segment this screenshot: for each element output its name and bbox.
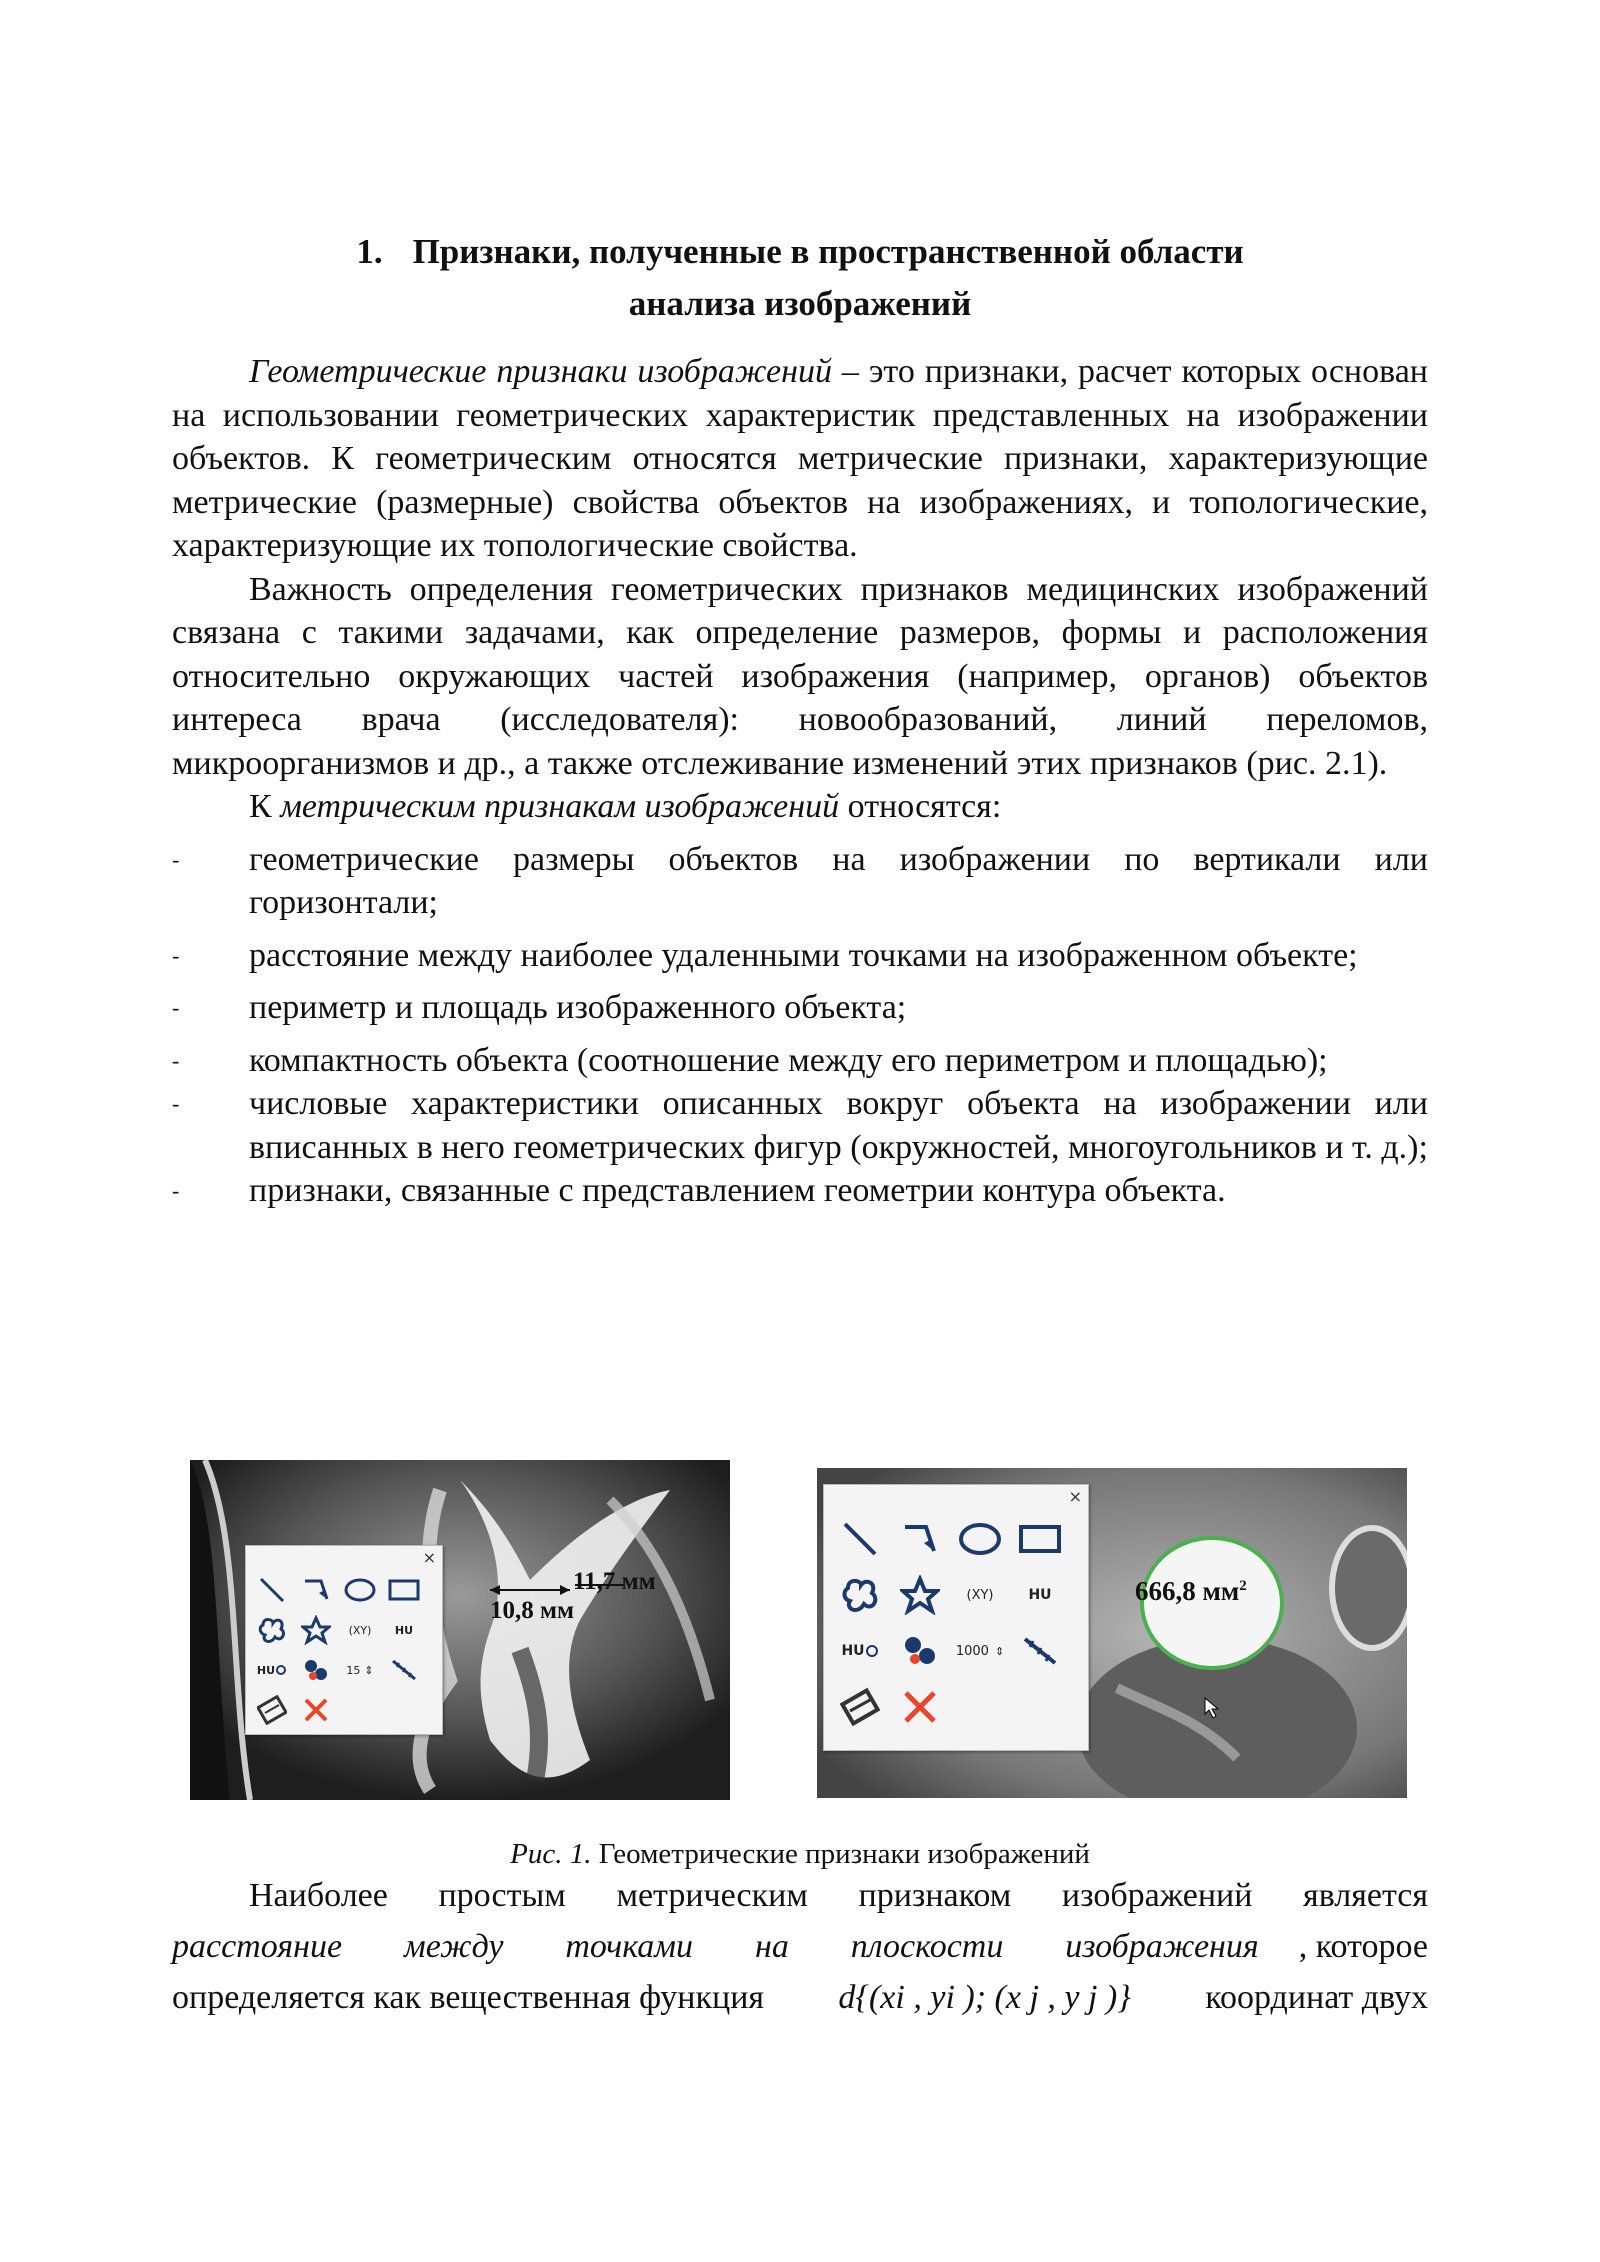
hu-tool-label: HU bbox=[394, 1623, 414, 1637]
list-item bbox=[172, 1169, 1428, 1213]
segmentation-tool-icon[interactable] bbox=[890, 1623, 950, 1679]
coordinate-tool-icon[interactable] bbox=[950, 1567, 1010, 1623]
coordinate-tool-label: (XY) bbox=[966, 1587, 994, 1603]
list-marker: - bbox=[172, 846, 180, 872]
list-item-text: геометрические размеры объектов на изображении по вертикали или горизонтали; bbox=[249, 840, 1428, 921]
area-value: 666,8 мм bbox=[1135, 1576, 1240, 1606]
paragraph-metric-intro bbox=[172, 785, 1428, 829]
coordinate-tool-label: (XY) bbox=[348, 1623, 372, 1637]
tool-grid bbox=[830, 1511, 1070, 1735]
stepper-value: 15 bbox=[346, 1663, 361, 1677]
measurement-table-icon[interactable] bbox=[250, 1690, 294, 1730]
polygon-tool-icon[interactable] bbox=[890, 1567, 950, 1623]
list-item bbox=[172, 1082, 1428, 1169]
list-marker: - bbox=[172, 942, 180, 968]
coordinate-tool-icon[interactable] bbox=[338, 1610, 382, 1650]
ruler-tool-icon[interactable] bbox=[1010, 1623, 1070, 1679]
list-item-text: периметр и площадь изображенного объекта; bbox=[249, 989, 907, 1026]
paragraph-text: определяется как вещественная функция bbox=[172, 1979, 765, 2016]
stepper-value: 1000 bbox=[955, 1643, 989, 1659]
toolbar-close-icon[interactable]: × bbox=[422, 1548, 436, 1567]
freehand-tool-icon[interactable] bbox=[830, 1567, 890, 1623]
value-stepper[interactable]: 15 ⇕ bbox=[346, 1663, 374, 1677]
list-item-text: расстояние между наиболее удаленными точками на изображенном объекте; bbox=[249, 936, 1358, 974]
rectangle-tool-icon[interactable] bbox=[1010, 1511, 1070, 1567]
hu-tool-label: HU bbox=[841, 1643, 865, 1659]
list-item bbox=[172, 1039, 1428, 1083]
list-item-text: компактность объекта (соотношение между его периметром и площадью); bbox=[249, 1041, 1328, 1079]
term-distance: расстояние между точками на плоскости изображения bbox=[172, 1928, 1259, 1965]
delete-icon[interactable] bbox=[294, 1690, 338, 1730]
metric-features-list bbox=[172, 838, 1428, 1213]
line-tool-icon[interactable] bbox=[250, 1570, 294, 1610]
paragraph-line bbox=[172, 1972, 1428, 2023]
list-item bbox=[172, 986, 1428, 1030]
rectangle-tool-icon[interactable] bbox=[382, 1570, 426, 1610]
paragraph-importance: Важность определения геометрических признаков медицинских изображений связана с такими задачами, как определение размеров, формы и расположения относительно окружающих частей изображения (например, органов) объектов интереса врача (исследователя): новообразований, линий переломов, микроорганизмов и др., а также отслеживание изменений этих признаков (рис. 2.1). bbox=[172, 570, 1428, 782]
hu-region-tool-icon[interactable] bbox=[250, 1650, 294, 1690]
section-heading-line2: анализа изображений bbox=[628, 284, 972, 323]
list-item-text: числовые характеристики описанных вокруг объекта на изображении или вписанных в него геометрических фигур (окружностей, многоугольников и т. д.); bbox=[249, 1085, 1428, 1166]
body-text bbox=[172, 350, 1428, 1213]
term-metric-features: метрическим признакам изображений bbox=[280, 788, 840, 825]
caption-text: Геометрические признаки изображений bbox=[591, 1838, 1090, 1870]
tool-grid bbox=[250, 1570, 426, 1730]
segmentation-tool-icon[interactable] bbox=[294, 1650, 338, 1690]
hu-tool-label: HU bbox=[1028, 1587, 1052, 1603]
measurement-toolbar bbox=[823, 1484, 1089, 1751]
paragraph-geometric-features bbox=[172, 350, 1428, 568]
hu-point-tool-icon[interactable] bbox=[1010, 1567, 1070, 1623]
ct-image-brain bbox=[190, 1460, 730, 1800]
paragraph-line: Наиболее простым метрическим признаком изображений является bbox=[249, 1877, 1428, 1914]
value-stepper[interactable]: 1000 ⇕ bbox=[955, 1643, 1005, 1659]
angle-tool-icon[interactable] bbox=[294, 1570, 338, 1610]
paragraph-text: координат двух bbox=[1205, 1979, 1428, 2016]
distance-formula: d{(xi , yi ); (x j , y j )} bbox=[838, 1979, 1131, 2016]
ellipse-tool-icon[interactable] bbox=[950, 1511, 1010, 1567]
hu-region-tool-icon[interactable] bbox=[830, 1623, 890, 1679]
area-unit-exponent: 2 bbox=[1239, 1578, 1247, 1594]
freehand-tool-icon[interactable] bbox=[250, 1610, 294, 1650]
term-geometric-features: Геометрические признаки изображений bbox=[249, 353, 832, 390]
caption-label: Рис. 1. bbox=[510, 1838, 592, 1870]
list-marker: - bbox=[172, 1178, 180, 1203]
measurement-table-icon[interactable] bbox=[830, 1679, 890, 1735]
paragraph-text: , которое bbox=[1298, 1928, 1428, 1965]
area-measurement-label bbox=[1135, 1576, 1247, 1607]
list-marker: - bbox=[172, 1091, 180, 1116]
polygon-tool-icon[interactable] bbox=[294, 1610, 338, 1650]
text-prefix: К bbox=[249, 788, 281, 825]
measurement-label-width: 10,8 мм bbox=[490, 1597, 575, 1624]
section-heading-line1 bbox=[0, 226, 1600, 278]
list-item-text: признаки, связанные с представлением геометрии контура объекта. bbox=[249, 1172, 1226, 1209]
toolbar-close-icon[interactable]: × bbox=[1068, 1487, 1082, 1506]
angle-tool-icon[interactable] bbox=[890, 1511, 950, 1567]
delete-icon[interactable] bbox=[890, 1679, 950, 1735]
paragraph-distance bbox=[172, 1870, 1428, 2023]
measurement-label-horizontal: 11,7 мм bbox=[573, 1568, 656, 1595]
list-item bbox=[172, 838, 1428, 925]
section-heading-text: Признаки, полученные в пространственной области bbox=[412, 232, 1244, 271]
hu-point-tool-icon[interactable] bbox=[382, 1610, 426, 1650]
paragraph-text: – это признаки, расчет которых основан на использовании геометрических характеристик представленных на изображении объектов. К геометрическим относятся метрические признаки, характеризующие метрические (размерные) свойства объектов на изображениях, и топологические, характеризующие их топологические свойства. bbox=[172, 353, 1428, 564]
line-tool-icon[interactable] bbox=[830, 1511, 890, 1567]
list-item bbox=[172, 934, 1428, 978]
text-suffix: относятся: bbox=[839, 788, 1002, 825]
list-marker: - bbox=[172, 1047, 180, 1073]
paragraph-line bbox=[172, 1921, 1428, 1972]
measurement-toolbar bbox=[245, 1545, 443, 1735]
section-number: 1. bbox=[356, 232, 383, 271]
ct-image-abdomen bbox=[817, 1468, 1407, 1798]
ruler-tool-icon[interactable] bbox=[382, 1650, 426, 1690]
list-marker: - bbox=[172, 995, 180, 1020]
hu-tool-label: HU bbox=[256, 1663, 276, 1677]
ellipse-tool-icon[interactable] bbox=[338, 1570, 382, 1610]
figure-caption bbox=[0, 1834, 1600, 1874]
